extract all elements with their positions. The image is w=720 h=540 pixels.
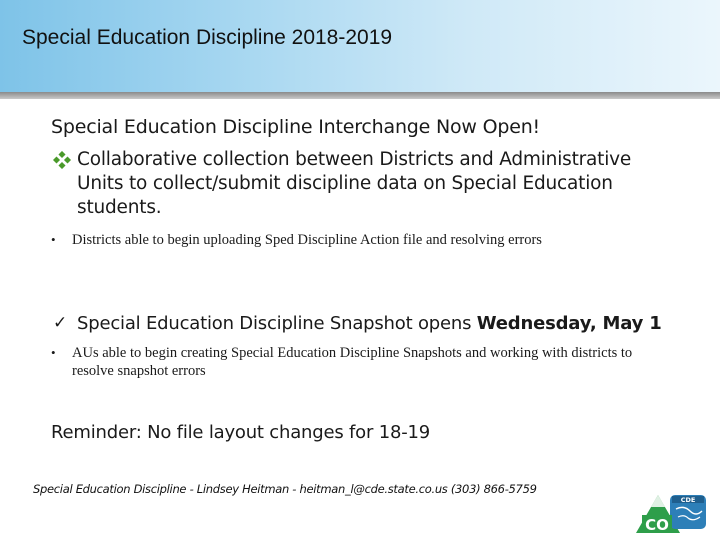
aus-bullet (51, 344, 661, 380)
districts-bullet-text: Districts able to begin uploading Sped Discipline Action file and resolving errors (72, 232, 542, 248)
bullet-dot-icon: • (51, 345, 56, 360)
colorado-cde-logo-icon (632, 489, 712, 535)
aus-bullet-text: AUs able to begin creating Special Education Discipline Snapshots and working with districts to resolve snapshot errors (72, 345, 633, 379)
checkmark-icon: ✓ (53, 313, 68, 333)
snapshot-text-plain: Special Education Discipline Snapshot opens (77, 313, 477, 334)
snapshot-item (51, 313, 662, 334)
districts-bullet (51, 231, 661, 249)
collaboration-line: Collaborative collection between Districts and Administrative (77, 149, 632, 170)
bullet-dot-icon: • (51, 232, 56, 247)
logo-snowcap (651, 495, 665, 507)
reminder-text: Reminder: No file layout changes for 18-19 (51, 422, 431, 443)
section-heading: Special Education Discipline Interchange Now Open! (51, 116, 540, 138)
collaboration-text (51, 148, 701, 220)
banner-divider (0, 92, 720, 99)
footer-contact: Special Education Discipline - Lindsey Heitman - heitman_l@cde.state.co.us (303) 866-5759 (33, 482, 537, 496)
collaboration-line: students. (77, 197, 162, 218)
snapshot-date: Wednesday, May 1 (476, 313, 662, 334)
collaboration-line: Units to collect/submit discipline data on Special Education (77, 173, 613, 194)
diamond-bullet-icon (53, 151, 71, 169)
collaboration-item (51, 148, 701, 220)
logo-main-text: CO (645, 516, 669, 534)
slide-title: Special Education Discipline 2018-2019 (22, 26, 393, 49)
logo-top-text: CDE (680, 496, 696, 504)
snapshot-text (51, 313, 662, 334)
